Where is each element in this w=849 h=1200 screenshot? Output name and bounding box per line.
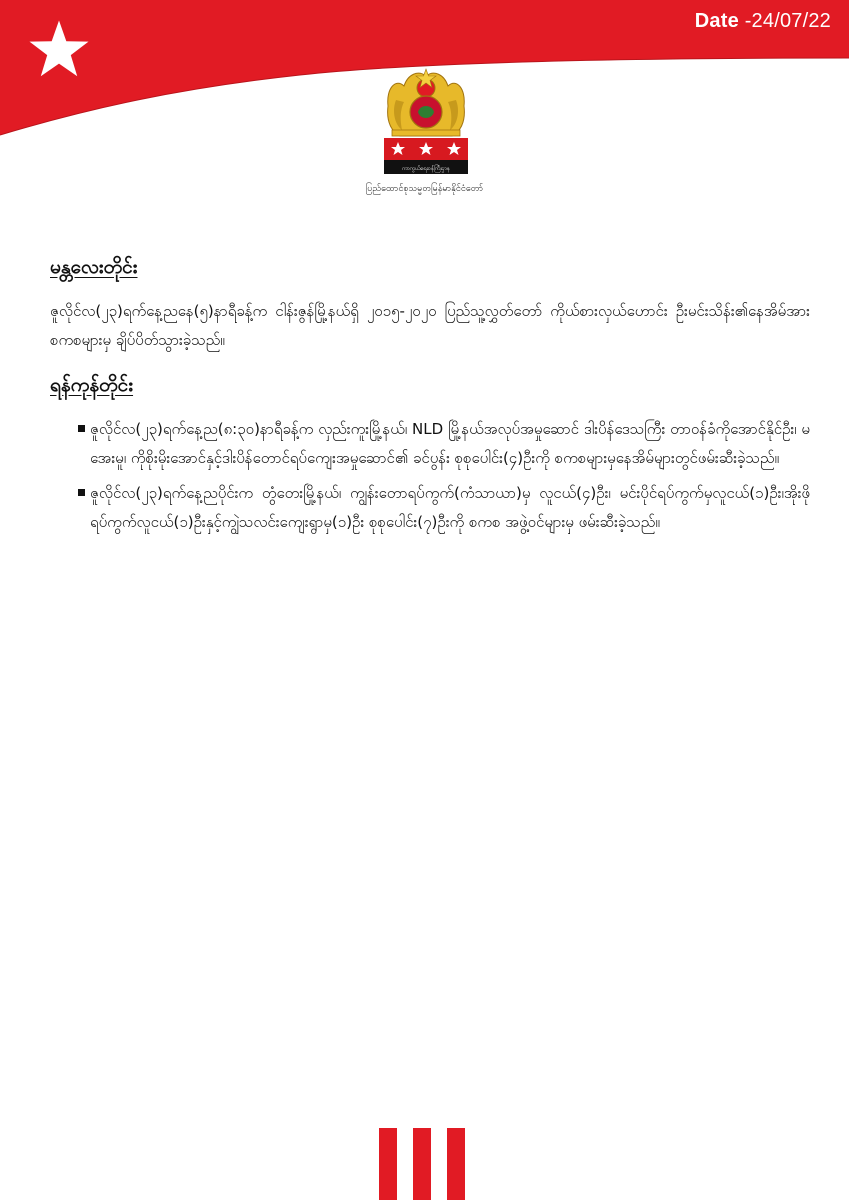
footer-stripe [447,1128,465,1200]
white-star-icon [28,18,90,80]
section-mandalay [50,255,810,355]
footer-red-stripes [379,1128,465,1200]
list-item [50,479,810,537]
date-value: -24/07/22 [744,10,831,32]
state-emblem-icon [382,66,470,196]
document-date [695,10,831,33]
bullet-list [50,415,810,537]
square-bullet-icon [78,489,85,496]
emblem-banner-text: ကာကွယ်ရေးဝန်ကြီးဌာန [402,166,450,172]
list-item-text: ဇူလိုင်လ(၂၃)ရက်နေ့ည(၈:၃၀)နာရီခန့်က လှည်းကူးမြို့နယ်၊ NLD မြို့နယ်အလုပ်အမှုဆောင် ဒါးပိန်ဒေသကြီး တာဝန်ခံကိုအောင်နိုင်ဦး၊ မအေးမူ၊ ကိုစိုးမိုးအောင်နှင့်ဒါးပိန်တောင်ရပ်ကျေးအမှုဆောင်၏ ခင်ပွန်း စုစုပေါင်း(၄)ဦးကို စကစများမှနေအိမ်များတွင်ဖမ်းဆီးခဲ့သည်။ [90,420,810,467]
section-heading: မန္တလေးတိုင်း [50,256,138,278]
section-yangon [50,373,810,537]
list-item-text: ဇူလိုင်လ(၂၃)ရက်နေ့ညပိုင်းက တွံတေးမြို့နယ်၊ ကျွန်းတောရပ်ကွက်(ကံသာယာ)မှ လူငယ်(၄)ဦး၊ မင်းပိုင်ရပ်ကွက်မှလူငယ်(၁)ဦး၊အိုးဖိုရပ်ကွက်လူငယ်(၁)ဦးနှင့်ကျွဲသလင်းကျေးရွာမှ(၁)ဦး စုစုပေါင်း(၇)ဦးကို စကစ အဖွဲ့ဝင်များမှ ဖမ်းဆီးခဲ့သည်။ [90,484,810,531]
document-body [50,255,810,543]
list-item [50,415,810,473]
footer-stripe [379,1128,397,1200]
square-bullet-icon [78,425,85,432]
date-label: Date [694,10,739,32]
footer-stripe [413,1128,431,1200]
section-heading: ရန်ကုန်တိုင်း [50,374,134,396]
section-paragraph: ဇူလိုင်လ(၂၃)ရက်နေ့ညနေ(၅)နာရီခန့်က ငါန်းဇွန်မြို့နယ်ရှိ ၂၀၁၅-၂၀၂၀ ပြည်သူ့လွှတ်တော် ကိုယ်စားလှယ်ဟောင်း ဦးမင်းသိန်း၏နေအိမ်အား စကစများမှ ချိပ်ပိတ်သွားခဲ့သည်။ [50,302,810,349]
emblem-caption: ပြည်ထောင်စုသမ္မတမြန်မာနိုင်ငံတော် [365,184,484,194]
